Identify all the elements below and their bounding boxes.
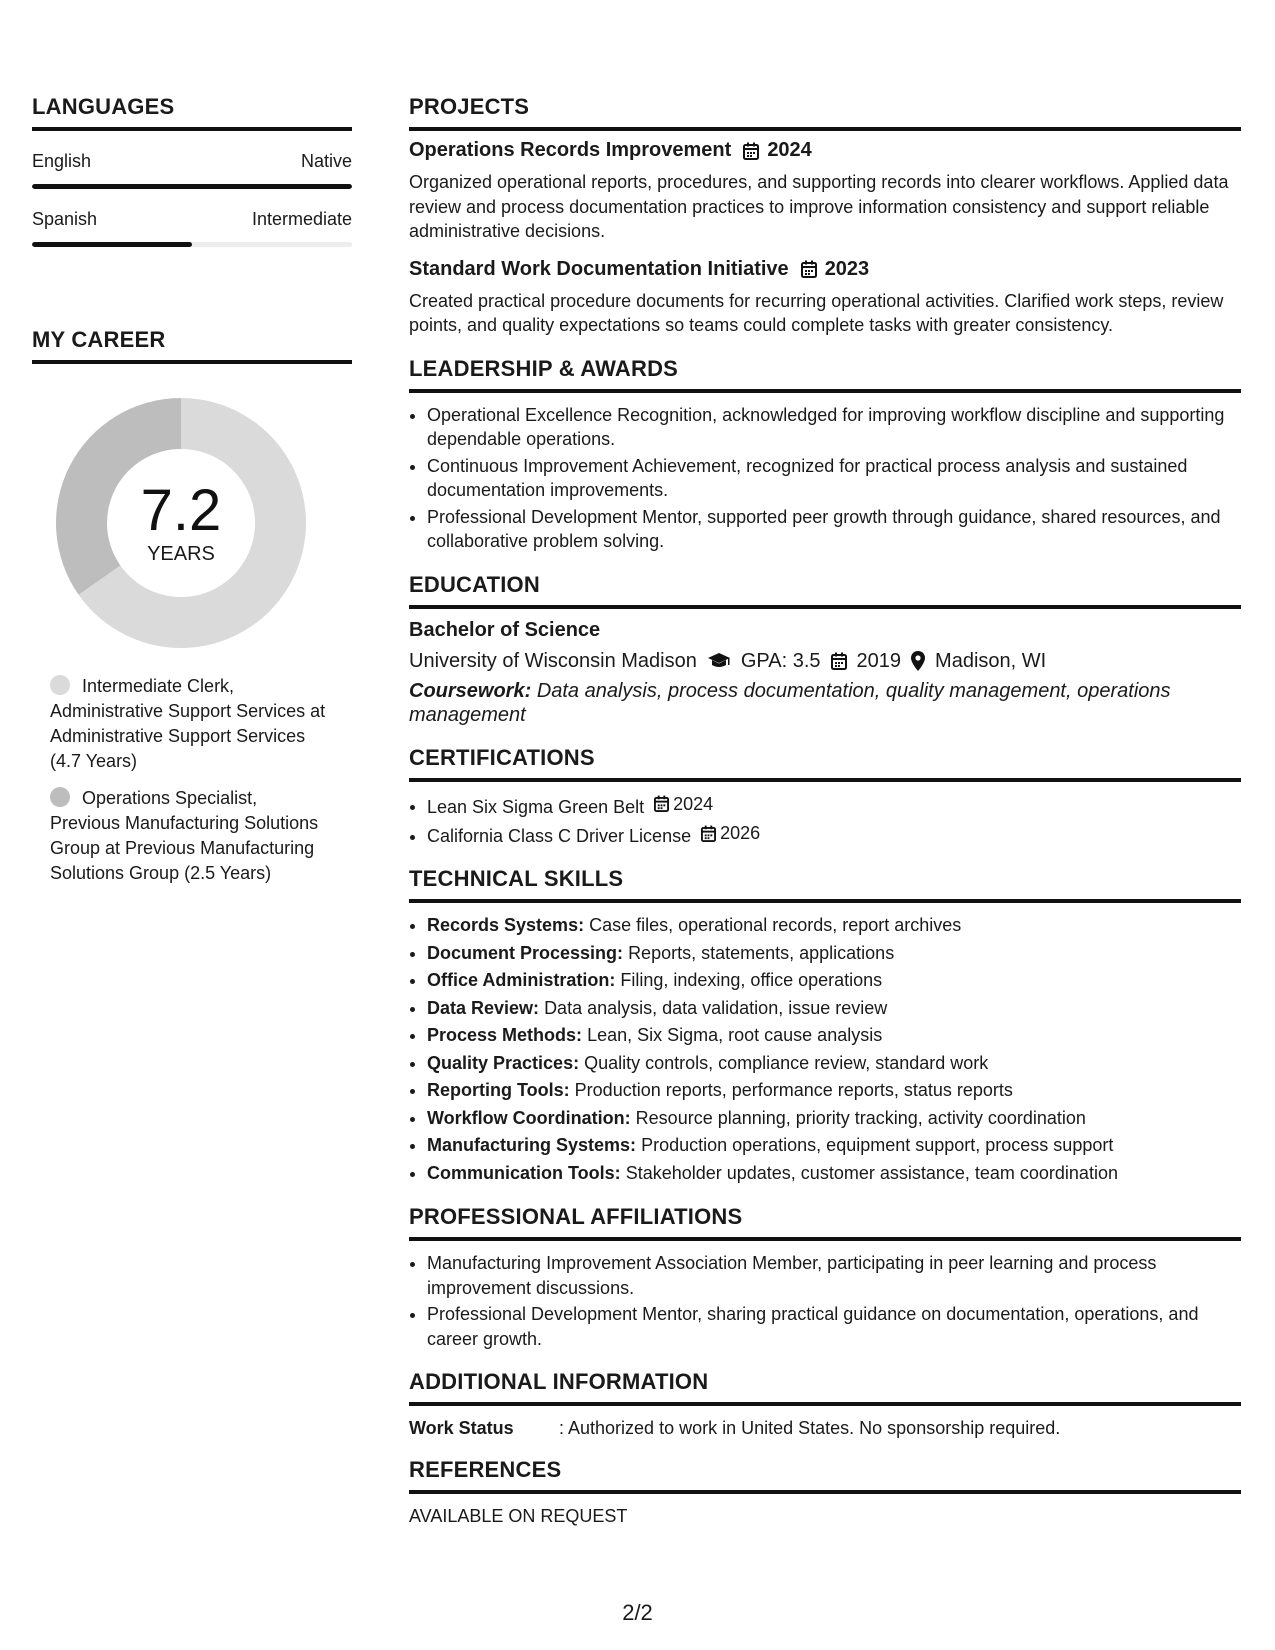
skill-value: Data analysis, data validation, issue review [544,997,888,1018]
affiliations-title: PROFESSIONAL AFFILIATIONS [409,1204,1241,1241]
skill-label: Data Review: [427,997,540,1018]
legend-dot-icon [50,675,70,695]
education-school: University of Wisconsin Madison [409,649,697,672]
list-item [427,941,1241,967]
career-total-unit: YEARS [147,542,215,565]
project-item [409,139,1241,244]
skill-label: Records Systems: [427,915,585,935]
project-year: 2023 [824,257,870,280]
education-degree: Bachelor of Science [409,618,601,641]
calendar-icon [654,795,669,812]
left-column [32,94,352,898]
list-item [427,1051,1241,1077]
language-level: Intermediate [251,209,352,229]
career-role-text: Intermediate Clerk, Administrative Support Services at Administrative Support Services (4.7 Years) [50,676,326,771]
list-item: • Professional Development Mentor, supported peer growth through guidance, shared resources, and collaborative problem solving. [427,505,1241,554]
skills-list [409,913,1241,1186]
legend-dot-icon [50,787,70,807]
donut-center [56,398,306,648]
project-name: Operations Records Improvement [409,139,732,161]
list-item: • Continuous Improvement Achievement, recognized for practical process analysis and sustained documentation improvements. [427,454,1241,503]
graduation-cap-icon [707,652,731,670]
languages-section [32,94,352,247]
work-status-row [409,1418,1241,1439]
calendar-icon [701,825,716,842]
calendar-icon [801,260,817,278]
skill-value: Stakeholder updates, customer assistance, team coordination [625,1162,1118,1183]
list-item [427,1106,1241,1132]
work-status-value: : Authorized to work in United States. No sponsorship required. [559,1418,1061,1438]
projects-title: PROJECTS [409,94,1241,131]
list-item [427,968,1241,994]
skill-label: Workflow Coordination: [427,1107,631,1128]
skill-label: Process Methods: [427,1025,583,1045]
skill-label: Document Processing: [427,942,624,963]
list-item [427,1161,1241,1187]
projects-section [409,94,1241,338]
list-item [427,913,1241,939]
references-title: REFERENCES [409,1457,1241,1494]
certifications-section [409,745,1241,849]
career-donut-chart [56,398,306,648]
career-role-text: Operations Specialist, Previous Manufacturing Solutions Group at Previous Manufacturing Solutions Group (2.5 Years) [50,788,319,883]
certification-year: 2024 [673,793,714,814]
career-legend-item [50,674,330,774]
languages-title: LANGUAGES [32,94,352,131]
list-item [427,1133,1241,1159]
page-number: 2/2 [622,1600,653,1625]
skill-label: Quality Practices: [427,1052,580,1073]
education-coursework [409,679,1241,727]
right-column [409,94,1241,1545]
affiliations-list [409,1251,1241,1351]
project-description: Created practical procedure documents for recurring operational activities. Clarified work steps, review points, and quality expectations so teams could complete tasks with greater consistency. [409,290,1224,335]
skills-section [409,866,1241,1186]
career-total-years: 7.2 [140,477,222,543]
additional-info-section [409,1369,1241,1439]
list-item: • Operational Excellence Recognition, acknowledged for improving workflow discipline and supporting dependable operations. [427,403,1241,452]
list-item [427,792,1241,819]
certification-name: California Class C Driver License [427,825,692,846]
certifications-list [409,792,1241,849]
language-level: Native [300,151,352,171]
education-gpa: GPA: 3.5 [740,649,821,672]
project-year: 2024 [767,139,812,161]
list-item [427,1078,1241,1104]
language-proficiency-bar [32,184,352,189]
coursework-text: Data analysis, process documentation, quality management, operations management [409,679,1171,726]
certification-year: 2026 [720,822,761,843]
certification-name: Lean Six Sigma Green Belt [427,796,645,817]
project-item [409,258,1241,338]
work-status-label: Work Status [409,1418,514,1438]
calendar-icon [743,142,759,160]
certifications-title: CERTIFICATIONS [409,745,1241,782]
language-proficiency-bar [32,242,352,247]
education-title: EDUCATION [409,572,1241,609]
coursework-label: Coursework: [409,679,532,702]
career-section [32,327,352,886]
skill-value: Resource planning, priority tracking, activity coordination [635,1107,1086,1128]
skill-value: Filing, indexing, office operations [620,970,883,990]
location-pin-icon [911,651,925,671]
list-item [427,1023,1241,1049]
career-title: MY CAREER [32,327,352,364]
skill-value: Production reports, performance reports, status reports [574,1080,1013,1100]
skill-label: Manufacturing Systems: [427,1135,637,1155]
leadership-list [409,403,1241,554]
career-legend-item [50,786,330,886]
list-item [427,996,1241,1022]
skill-label: Reporting Tools: [427,1080,570,1100]
calendar-icon [831,652,847,670]
skill-value: Production operations, equipment support, process support [641,1135,1114,1155]
skills-title: TECHNICAL SKILLS [409,866,1241,903]
skill-value: Reports, statements, applications [628,942,895,963]
leadership-section [409,356,1241,554]
references-section [409,1457,1241,1527]
skill-value: Quality controls, compliance review, standard work [584,1052,989,1073]
language-item [32,151,352,189]
project-description: Organized operational reports, procedures, and supporting records into clearer workflows. Applied data review and process documentation practices to improve information consistency and support reliable administrative decisions. [409,172,1229,241]
language-name: Spanish [32,209,98,229]
language-proficiency-fill [32,184,352,189]
career-legend [50,674,330,886]
list-item: • Manufacturing Improvement Association Member, participating in peer learning and process improvement discussions. [427,1251,1241,1300]
education-location: Madison, WI [935,649,1047,672]
language-proficiency-fill [32,242,192,247]
references-text: AVAILABLE ON REQUEST [409,1506,628,1526]
education-meta [409,650,1241,673]
affiliations-section [409,1204,1241,1351]
education-year: 2019 [856,649,902,672]
list-item [427,821,1241,848]
skill-value: Lean, Six Sigma, root cause analysis [587,1025,883,1045]
language-item [32,209,352,247]
language-name: English [32,151,92,171]
additional-info-title: ADDITIONAL INFORMATION [409,1369,1241,1406]
skill-label: Communication Tools: [427,1162,621,1183]
skill-label: Office Administration: [427,970,616,990]
leadership-title: LEADERSHIP & AWARDS [409,356,1241,393]
skill-value: Case files, operational records, report archives [589,915,962,935]
project-name: Standard Work Documentation Initiative [409,257,789,280]
education-section [409,572,1241,727]
list-item: • Professional Development Mentor, sharing practical guidance on documentation, operations, and career growth. [427,1302,1241,1351]
